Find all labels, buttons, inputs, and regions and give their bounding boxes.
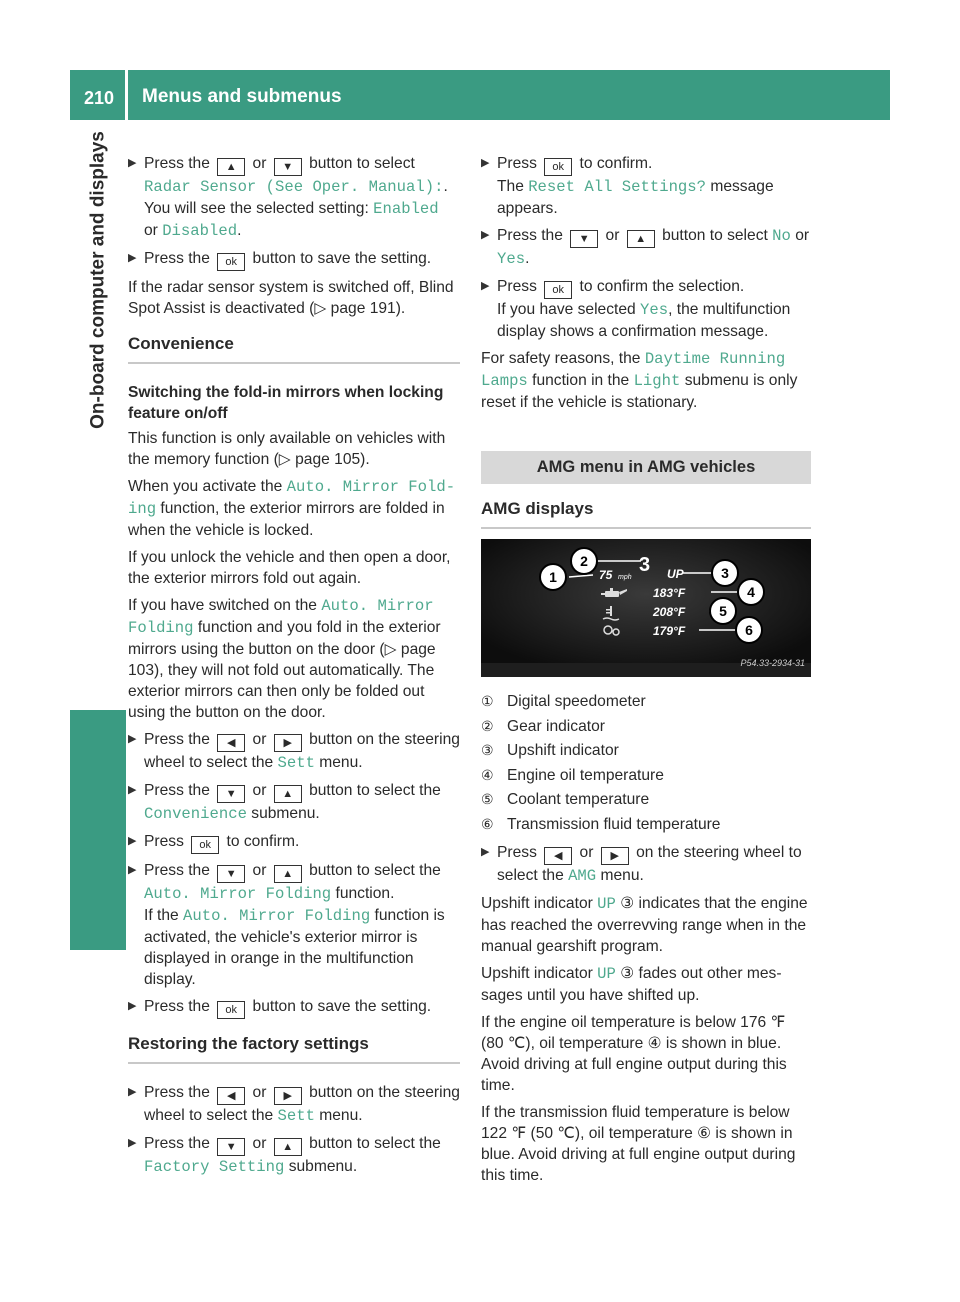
svg-text:6: 6	[745, 622, 753, 638]
figure-legend	[481, 691, 811, 838]
step-confirm-selection: ▶ Press ok to confirm the selection. If you have selected Yes, the multifunction display shows a confirmation message.	[481, 278, 791, 340]
indicator-up: UP	[597, 965, 616, 983]
step-select-convenience: ▶ Press the ▼ or ▲ button to select the Convenience submenu.	[128, 782, 441, 823]
legend-number: ⑤	[481, 791, 494, 807]
callout-5	[710, 598, 736, 624]
svg-text:3: 3	[721, 565, 729, 581]
amg-display-figure	[481, 539, 811, 677]
legend-number: ③	[481, 742, 494, 758]
arrow-icon: ▶	[481, 157, 490, 169]
down-key-icon: ▼	[570, 230, 598, 248]
menu-item-auto-mirror-folding: Auto. Mirror Folding	[183, 907, 371, 925]
paragraph-engine-oil-temp: If the engine oil temperature is below 176 ℉ (80 ℃), oil temperature ④ is shown in blue. Avoid driving at full engine output during this time.	[481, 1014, 787, 1094]
legend-number: ②	[481, 717, 494, 734]
legend-label: Engine oil temperature	[507, 766, 664, 784]
coolant-temperature: 208°F	[653, 605, 686, 619]
callout-3	[712, 560, 738, 586]
message-reset-all-settings: Reset All Settings?	[528, 178, 707, 196]
step-confirm: ▶ Press ok to confirm.	[128, 831, 460, 854]
up-key-icon: ▲	[274, 785, 302, 803]
arrow-icon: ▶	[128, 252, 137, 264]
paragraph-switched-on: If you have switched on the Auto. Mirror Folding function and you fold in the exterior mirrors using the button on the door (▷ page 103), they will not fold out automatically. The exterior mirrors can then only be folded out using the button on the door.	[128, 597, 441, 721]
step-save-setting-2: ▶ Press the ok button to save the setting.	[128, 996, 460, 1019]
paragraph-transmission-temp: If the transmission fluid temperature is below 122 ℉ (50 ℃), oil temperature ⑥ is shown in blue. Avoid driving at full engine output during this time.	[481, 1104, 796, 1184]
svg-text:2: 2	[580, 553, 588, 569]
heading-amg-displays: AMG displays	[481, 498, 811, 529]
up-key-icon: ▲	[274, 865, 302, 883]
menu-item-radar-sensor: Radar Sensor (See Oper. Manual):	[144, 178, 444, 196]
down-key-icon: ▼	[217, 1138, 245, 1156]
menu-item-auto-mirror-folding: Auto. Mirror Folding	[144, 885, 332, 903]
gear-indicator: 3	[639, 554, 651, 576]
ok-key-icon: ok	[191, 836, 219, 854]
legend-label: Digital speedometer	[507, 693, 646, 710]
up-key-icon: ▲	[627, 230, 655, 248]
menu-item-light: Light	[633, 372, 681, 390]
arrow-icon: ▶	[481, 846, 490, 858]
header-divider	[125, 70, 128, 120]
chapter-title: On-board computer and displays	[87, 131, 109, 429]
legend-item	[481, 765, 811, 790]
ok-key-icon: ok	[544, 281, 572, 299]
page-header	[70, 70, 890, 120]
left-key-icon: ◀	[217, 734, 245, 752]
svg-text:5: 5	[719, 603, 727, 619]
step-select-sett-menu: ▶ Press the ◀ or ▶ button on the steering wheel to select the Sett menu.	[128, 731, 460, 772]
option-no: No	[772, 227, 791, 245]
arrow-icon: ▶	[481, 229, 490, 241]
legend-number: ①	[481, 693, 494, 709]
ok-key-icon: ok	[544, 158, 572, 176]
menu-item-sett: Sett	[277, 1107, 315, 1125]
setting-disabled: Disabled	[162, 222, 238, 240]
step-confirm-reset: ▶ Press ok to confirm. The Reset All Settings? message appears.	[481, 155, 774, 217]
right-key-icon: ▶	[601, 847, 629, 865]
arrow-icon: ▶	[128, 1086, 137, 1098]
left-key-icon: ◀	[217, 1087, 245, 1105]
up-key-icon: ▲	[217, 158, 245, 176]
arrow-icon: ▶	[128, 157, 137, 169]
callout-1	[540, 564, 566, 590]
ok-key-icon: ok	[217, 253, 245, 271]
menu-item-auto-mirror-folding: Auto. Mirror Folding	[128, 597, 434, 637]
digital-speedometer: 75	[599, 568, 613, 582]
step-select-factory-setting: ▶ Press the ▼ or ▲ button to select the Factory Setting submenu.	[128, 1135, 441, 1176]
paragraph-unlock: If you unlock the vehicle and then open a door, the exterior mirrors fold out again.	[128, 549, 451, 587]
arrow-icon: ▶	[128, 1137, 137, 1149]
setting-enabled: Enabled	[373, 200, 439, 218]
right-key-icon: ▶	[274, 734, 302, 752]
menu-item-convenience: Convenience	[144, 805, 247, 823]
heading-convenience: Convenience	[128, 333, 460, 364]
engine-oil-temperature: 183°F	[653, 586, 686, 600]
legend-item	[481, 716, 811, 741]
down-key-icon: ▼	[217, 865, 245, 883]
callout-2	[571, 548, 597, 574]
heading-restoring: Restoring the factory settings	[128, 1033, 460, 1064]
legend-label: Gear indicator	[507, 717, 605, 735]
right-key-icon: ▶	[274, 1087, 302, 1105]
callout-4	[738, 579, 764, 605]
up-key-icon: ▲	[274, 1138, 302, 1156]
arrow-icon: ▶	[128, 864, 137, 876]
menu-item-daytime-running-lamps: Daytime Running Lamps	[481, 350, 786, 390]
step-select-auto-mirror-folding: ▶ Press the ▼ or ▲ button to select the Auto. Mirror Folding function. If the Auto. Mirror Folding function is activated, the vehicle's exterior mirror is displayed in orange in the multifunction display.	[128, 862, 445, 988]
figure-reference: P54.33-2934-31	[740, 658, 805, 668]
legend-label: Transmission fluid temperature	[507, 815, 721, 833]
left-key-icon: ◀	[544, 847, 572, 865]
arrow-icon: ▶	[128, 784, 137, 796]
arrow-icon: ▶	[128, 733, 137, 745]
legend-label: Upshift indicator	[507, 742, 619, 759]
step-select-sett-menu-2: ▶ Press the ◀ or ▶ button on the steering wheel to select the Sett menu.	[128, 1084, 460, 1125]
page-number: 210	[84, 88, 115, 108]
arrow-icon: ▶	[481, 280, 490, 292]
option-yes: Yes	[640, 301, 669, 319]
legend-item	[481, 740, 811, 765]
section-banner-amg: AMG menu in AMG vehicles	[481, 451, 811, 484]
arrow-icon: ▶	[128, 835, 137, 847]
callout-6	[736, 617, 762, 643]
heading-fold-in-mirrors: Switching the fold-in mirrors when locking feature on/off	[128, 384, 444, 422]
paragraph-radar-off: If the radar sensor system is switched off, Blind Spot Assist is deactivated (▷ page 191).	[128, 279, 454, 317]
page-title: Menus and submenus	[142, 86, 342, 107]
chapter-tab	[70, 710, 126, 950]
indicator-up: UP	[597, 895, 616, 913]
paragraph-upshift-overrevving: Upshift indicator UP ③ indicates that the engine has reached the overrevving range when in the manual gearshift program.	[481, 895, 808, 955]
menu-item-factory-setting: Factory Setting	[144, 1158, 285, 1176]
speed-unit: mph	[618, 574, 632, 581]
paragraph-upshift-fades: Upshift indicator UP ③ fades out other messages until you have shifted up.	[481, 965, 782, 1004]
step-save-setting: ▶ Press the ok button to save the setting.	[128, 248, 460, 271]
menu-item-auto-mirror-folding: Auto. Mirror Fold‐ ing	[128, 478, 456, 518]
down-key-icon: ▼	[274, 158, 302, 176]
option-yes: Yes	[497, 250, 526, 268]
paragraph-memory-function: This function is only available on vehicles with the memory function (▷ page 105).	[128, 430, 446, 468]
legend-number: ⑥	[481, 815, 494, 832]
step-select-no-yes: ▶ Press the ▼ or ▲ button to select No or Yes.	[481, 227, 810, 268]
svg-text:1: 1	[549, 569, 557, 585]
paragraph-safety: For safety reasons, the Daytime Running Lamps function in the Light submenu is only reset if the vehicle is stationary.	[481, 350, 798, 411]
chapter-sidebar	[70, 120, 126, 950]
ok-key-icon: ok	[217, 1001, 245, 1019]
menu-item-sett: Sett	[277, 754, 315, 772]
upshift-indicator: UP	[667, 567, 684, 581]
legend-item	[481, 789, 811, 814]
legend-item	[481, 691, 811, 716]
legend-number: ④	[481, 766, 494, 783]
left-column	[128, 153, 460, 1184]
step-select-amg-menu: ▶ Press ◀ or ▶ on the steering wheel to select the AMG menu.	[481, 844, 802, 885]
legend-item	[481, 814, 811, 839]
menu-item-amg: AMG	[568, 867, 597, 885]
svg-text:4: 4	[747, 584, 755, 600]
transmission-fluid-temperature: 179°F	[653, 624, 686, 638]
paragraph-activate-fold: When you activate the Auto. Mirror Fold‐ ing function, the exterior mirrors are folded in when the vehicle is locked.	[128, 478, 456, 539]
down-key-icon: ▼	[217, 785, 245, 803]
right-column	[481, 153, 811, 1192]
step-select-radar-sensor: ▶ Press the ▲ or ▼ button to select Radar Sensor (See Oper. Manual):. You will see the selected setting: Enabled or Disabled.	[128, 155, 448, 240]
legend-label: Coolant temperature	[507, 791, 650, 808]
arrow-icon: ▶	[128, 1000, 137, 1012]
